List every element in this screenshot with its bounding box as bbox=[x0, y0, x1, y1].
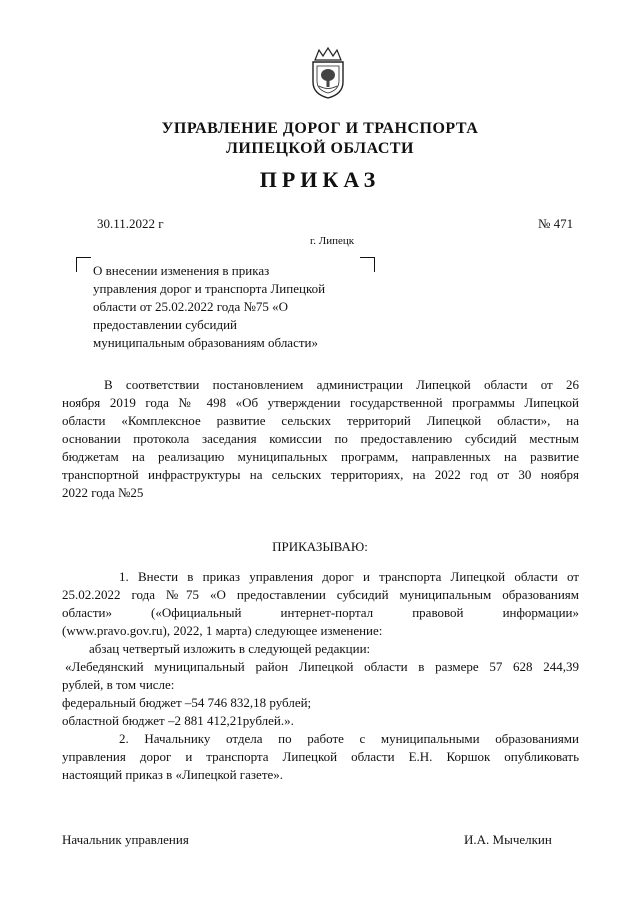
document-number: № 471 bbox=[538, 216, 574, 231]
text-line: 25.02.2022 года №75 «О предоставлении субсидий муниципальным образованиям bbox=[62, 587, 579, 602]
organization-name-line2: ЛИПЕЦКОЙ ОБЛАСТИ bbox=[226, 140, 414, 157]
text-line: ноября 2019 года № 498 «Об утверждении государственной программы Липецкой bbox=[62, 395, 579, 410]
subject-line: области от 25.02.2022 года №75 «О bbox=[93, 299, 289, 314]
document-date: 30.11.2022 г bbox=[97, 216, 164, 231]
text-line: областной бюджет –2 881 412,21рублей.». bbox=[62, 713, 294, 728]
text-line: 1. Внести в приказ управления дорог и транспорта Липецкой области от bbox=[119, 569, 579, 584]
text-line: управления дорог и транспорта Липецкой области Е.Н. Коршок опубликовать bbox=[62, 749, 579, 764]
text-line: настоящий приказ в «Липецкой газете». bbox=[62, 767, 284, 782]
text-line: абзац четвертый изложить в следующей редакции: bbox=[89, 641, 371, 656]
text-line: основании протокола заседания комиссии по предоставлению субсидий местным bbox=[62, 431, 579, 446]
document-city: г. Липецк bbox=[310, 235, 355, 247]
organization-name-line1: УПРАВЛЕНИЕ ДОРОГ И ТРАНСПОРТА bbox=[161, 120, 479, 137]
document-type-title: ПРИКАЗ bbox=[259, 167, 381, 192]
text-line: бюджетам на реализацию муниципальных программ, направленных на развитие bbox=[62, 449, 579, 464]
text-line: В соответствии постановлением администрации Липецкой области от 26 bbox=[104, 377, 579, 392]
coat-of-arms-icon bbox=[307, 44, 349, 100]
text-line: 2. Начальнику отдела по работе с муниципальными образованиями bbox=[119, 731, 579, 746]
text-line: «Лебедянский муниципальный район Липецкой области в размере 57 628 244,39 bbox=[65, 659, 579, 674]
subject-line: предоставлении субсидий bbox=[93, 317, 238, 332]
text-line: транспортной инфраструктуры на сельских территориях, на 2022 год от 30 ноября bbox=[62, 467, 579, 482]
text-line: рублей, в том числе: bbox=[62, 677, 175, 692]
subject-corner-left bbox=[76, 257, 91, 272]
text-line: (www.pravo.gov.ru), 2022, 1 марта) следующее изменение: bbox=[62, 623, 383, 638]
order-heading: ПРИКАЗЫВАЮ: bbox=[272, 539, 368, 554]
signatory-name: И.А. Мычелкин bbox=[464, 832, 552, 847]
order-body bbox=[62, 568, 579, 784]
text-line: области «Комплексное развитие сельских территорий Липецкой области», на bbox=[62, 413, 579, 428]
signatory-position: Начальник управления bbox=[62, 832, 189, 847]
preamble-paragraph bbox=[62, 376, 579, 502]
text-line: области» («Официальный интернет-портал правовой информации» bbox=[62, 605, 579, 620]
subject-line: О внесении изменения в приказ bbox=[93, 263, 270, 278]
subject-block bbox=[93, 262, 378, 352]
text-line: 2022 года №25 bbox=[62, 485, 144, 500]
text-line: федеральный бюджет –54 746 832,18 рублей; bbox=[62, 695, 312, 710]
subject-line: муниципальным образованиям области» bbox=[93, 335, 318, 350]
subject-line: управления дорог и транспорта Липецкой bbox=[93, 281, 326, 296]
